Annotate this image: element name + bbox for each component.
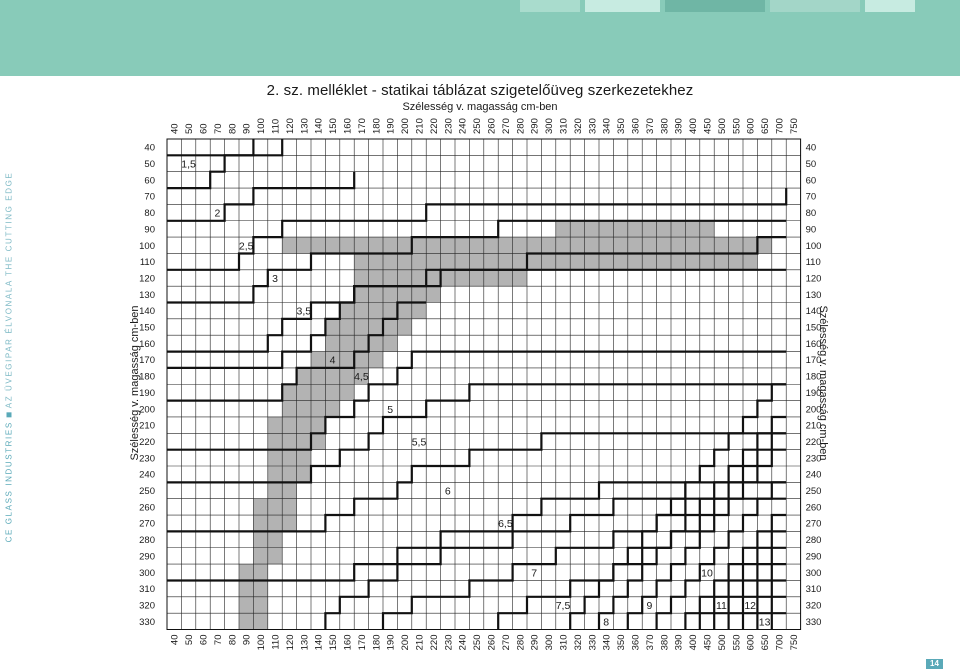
row-label-left: 210 [139,420,155,432]
zone-label: 9 [646,600,653,612]
row-label-left: 260 [139,502,155,514]
column-label-top: 310 [558,118,570,134]
shaded-cell [282,384,354,400]
row-label-right: 130 [805,289,822,301]
column-label-top: 170 [356,118,368,134]
zone-label: 5,5 [411,436,427,449]
column-label-top: 300 [544,118,556,134]
row-label-left: 250 [139,486,155,497]
column-label-bottom: 180 [371,634,383,651]
column-label-bottom: 170 [356,634,368,651]
left-axis-title: Szélesség v. magasság cm-ben [129,305,141,461]
column-label-top: 360 [630,118,642,134]
column-label-bottom: 120 [284,634,296,651]
column-label-bottom: 500 [716,634,728,651]
zone-label: 10 [701,567,713,580]
row-label-left: 130 [139,289,155,301]
column-label-bottom: 100 [256,634,268,651]
column-label-top: 390 [673,118,685,134]
shaded-cell [325,335,397,351]
column-label-bottom: 80 [227,634,239,646]
row-label-right: 240 [805,469,822,481]
zone-label: 13 [758,616,771,629]
column-label-top: 50 [184,123,196,134]
column-label-bottom: 110 [270,634,282,650]
column-label-bottom: 70 [212,634,224,646]
zone-label: 1,5 [181,158,196,171]
zone-label: 3,5 [296,305,312,318]
column-label-bottom: 40 [169,634,181,646]
column-label-top: 120 [284,118,296,134]
column-label-top: 700 [774,118,786,134]
row-label-left: 180 [139,371,155,383]
row-label-right: 190 [805,387,822,399]
column-label-bottom: 380 [659,634,671,651]
row-label-right: 170 [805,355,822,367]
zone-label: 8 [603,616,610,629]
right-axis-title: Szélesség v. magasság cm-ben [817,305,829,461]
row-label-right: 260 [805,502,822,514]
row-label-left: 270 [139,518,155,530]
column-label-top: 160 [342,118,354,134]
row-label-left: 310 [139,584,155,596]
zone-label: 4,5 [354,371,369,384]
row-label-right: 280 [805,535,822,547]
zone-label: 7,5 [555,600,571,612]
column-label-top: 350 [616,118,628,134]
zone-label: 5 [387,403,394,416]
row-label-right: 320 [805,600,822,612]
column-label-bottom: 200 [400,634,412,651]
column-label-bottom: 600 [745,634,757,651]
column-label-bottom: 750 [788,634,800,651]
column-label-top: 200 [400,118,412,134]
row-label-right: 330 [805,616,822,628]
row-label-left: 50 [144,159,155,170]
column-label-bottom: 340 [601,634,613,651]
zone-label: 4 [329,354,336,367]
column-label-top: 320 [572,118,584,134]
row-label-left: 330 [139,616,155,628]
column-label-top: 130 [299,118,311,134]
zone-label: 2,5 [238,240,254,253]
column-label-top: 150 [328,118,340,134]
column-label-bottom: 450 [702,634,714,651]
column-label-top: 110 [270,118,282,134]
column-label-top: 330 [587,118,599,134]
row-label-right: 220 [805,437,822,448]
column-label-bottom: 300 [544,634,556,651]
row-label-left: 40 [144,142,155,154]
row-label-left: 150 [139,322,155,334]
column-label-bottom: 290 [529,634,541,651]
column-label-top: 180 [371,118,383,134]
column-label-bottom: 240 [457,634,469,651]
column-label-top: 370 [644,118,656,134]
column-label-bottom: 260 [486,634,498,651]
row-label-left: 60 [144,175,155,187]
row-label-left: 110 [139,257,155,269]
row-label-right: 270 [805,518,822,530]
column-label-top: 290 [529,118,541,134]
column-label-bottom: 350 [616,634,628,651]
column-label-bottom: 90 [241,634,253,646]
column-label-bottom: 390 [673,634,685,651]
column-label-top: 80 [227,123,239,134]
row-label-left: 300 [139,567,155,579]
column-label-top: 220 [428,118,440,134]
column-label-bottom: 370 [644,634,656,651]
row-label-left: 80 [144,208,155,220]
shaded-cell [311,352,383,368]
column-label-top: 100 [256,118,268,134]
row-label-right: 140 [805,306,822,318]
column-label-bottom: 150 [328,634,340,651]
zone-label: 11 [715,600,727,612]
row-label-left: 190 [139,387,155,399]
page-number: 14 [926,659,943,669]
column-label-top: 70 [212,123,224,134]
column-label-bottom: 310 [558,634,570,651]
column-label-top: 340 [601,118,613,134]
row-label-left: 140 [139,306,155,318]
column-label-top: 190 [385,118,397,134]
shaded-cell [268,466,311,482]
row-label-right: 300 [805,567,822,579]
column-label-top: 60 [198,123,210,134]
shaded-cell [268,450,311,466]
row-label-right: 60 [805,175,817,187]
column-label-bottom: 400 [688,634,700,651]
column-label-bottom: 140 [313,634,325,651]
column-label-top: 210 [414,118,426,134]
column-label-bottom: 330 [587,634,599,651]
column-label-bottom: 130 [299,634,311,651]
row-label-right: 250 [805,486,822,497]
row-label-right: 120 [805,273,822,285]
zone-label: 7 [531,567,538,580]
column-label-top: 250 [472,118,484,134]
row-label-left: 100 [139,240,155,252]
row-label-right: 150 [805,322,822,334]
column-label-bottom: 280 [515,634,527,651]
row-label-right: 230 [805,453,822,465]
column-label-top: 550 [731,118,743,134]
row-label-left: 280 [139,535,155,547]
column-label-bottom: 360 [630,634,642,651]
zone-label: 6,5 [498,518,513,531]
column-label-top: 650 [760,118,772,134]
row-label-left: 70 [144,191,155,203]
row-label-right: 290 [805,551,822,563]
row-label-right: 180 [805,371,822,383]
row-label-right: 110 [805,257,821,269]
column-label-top: 140 [313,118,325,134]
column-label-top: 240 [457,118,469,134]
column-label-bottom: 250 [472,634,484,651]
column-label-bottom: 220 [428,634,440,651]
column-label-top: 500 [716,118,728,134]
row-label-right: 90 [805,224,817,236]
row-label-left: 290 [139,551,155,563]
column-label-top: 260 [486,118,498,134]
page-title: 2. sz. melléklet - statikai táblázat szigetelőüveg szerkezetekhez [266,82,694,99]
column-label-bottom: 160 [342,634,354,651]
zone-label: 3 [272,273,278,285]
row-label-left: 220 [139,437,155,448]
column-label-bottom: 320 [572,634,584,651]
row-label-left: 160 [139,338,155,350]
row-label-right: 100 [805,240,822,252]
row-label-right: 200 [805,404,822,416]
column-label-bottom: 60 [198,634,210,646]
row-label-left: 240 [139,469,155,481]
column-label-top: 450 [702,118,714,134]
column-label-bottom: 230 [443,634,455,651]
row-label-left: 120 [139,273,155,285]
column-label-top: 230 [443,118,455,134]
row-label-left: 200 [139,404,155,416]
row-label-left: 320 [139,600,155,612]
row-label-right: 160 [805,338,822,350]
row-label-right: 210 [805,420,822,432]
shaded-cell [253,499,296,515]
column-label-bottom: 50 [184,634,196,646]
shaded-cell [253,515,296,531]
brand-name: CE GLASS INDUSTRIES [4,421,14,543]
column-label-top: 280 [515,118,527,134]
zone-label: 6 [444,485,451,498]
column-label-bottom: 210 [414,634,426,651]
row-label-left: 230 [139,453,155,465]
column-label-bottom: 550 [731,634,743,651]
column-label-bottom: 270 [500,634,512,651]
row-label-right: 70 [805,191,817,203]
row-label-left: 90 [144,224,155,236]
top-axis-title: Szélesség v. magasság cm-ben [402,101,558,113]
column-label-bottom: 650 [760,634,772,651]
zone-label: 12 [744,600,757,612]
column-label-top: 400 [688,118,700,134]
row-label-left: 170 [139,355,155,367]
column-label-bottom: 190 [385,634,397,651]
column-label-top: 750 [788,118,800,134]
column-label-top: 600 [745,118,757,134]
column-label-top: 40 [169,123,181,134]
column-label-top: 380 [659,118,671,134]
row-label-right: 50 [805,159,817,170]
column-label-top: 90 [241,123,253,134]
row-label-right: 310 [805,584,822,596]
shaded-cell [556,221,714,237]
column-label-bottom: 700 [774,634,786,651]
row-label-right: 80 [805,208,817,220]
column-label-top: 270 [500,118,512,134]
zone-label: 2 [214,207,221,220]
row-label-right: 40 [805,142,817,154]
brand-tagline: AZ ÜVEGIPAR ÉLVONALA THE CUTTING EDGE [4,171,14,409]
